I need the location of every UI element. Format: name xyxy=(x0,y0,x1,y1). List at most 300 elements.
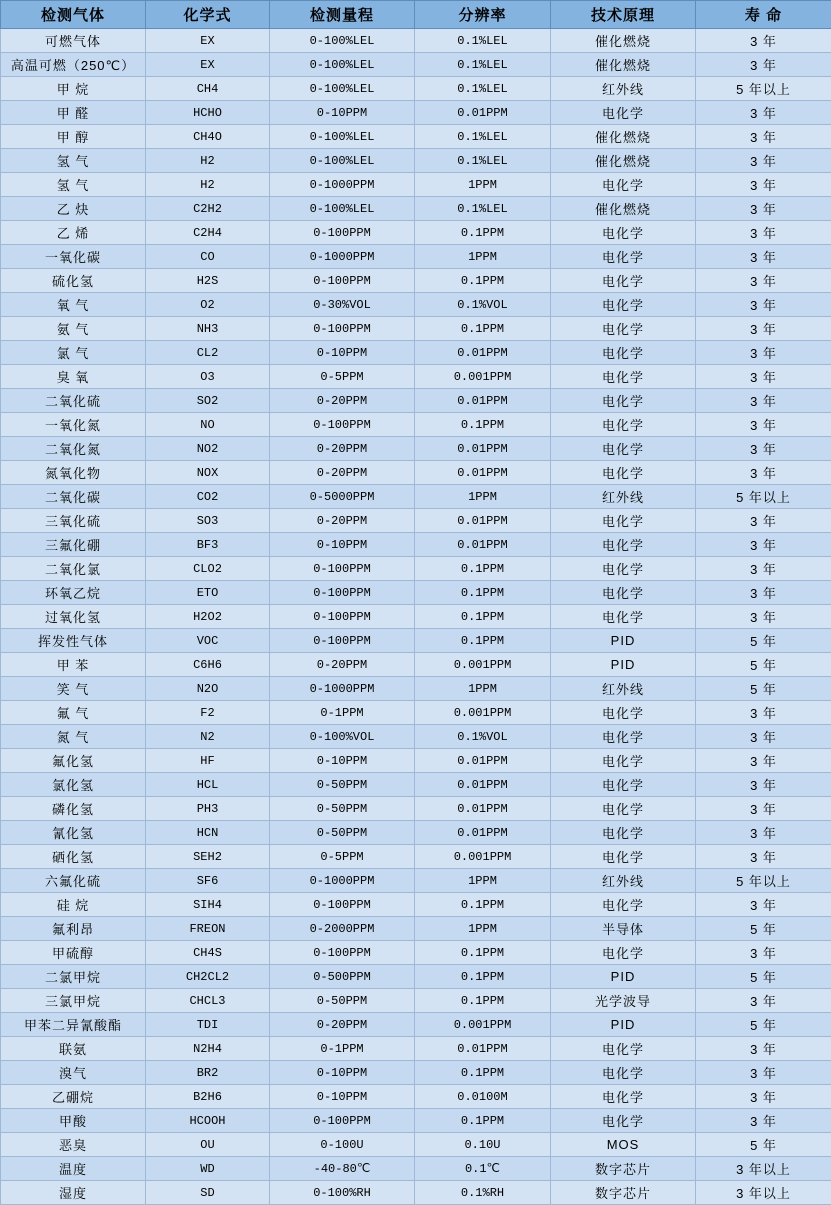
cell-formula: H2O2 xyxy=(146,605,270,629)
cell-resolution: 0.01PPM xyxy=(415,437,551,461)
cell-formula: CH4 xyxy=(146,77,270,101)
cell-formula: WD xyxy=(146,1157,270,1181)
table-row xyxy=(1,749,831,773)
cell-range: 0-50PPM xyxy=(270,797,415,821)
cell-range: 0-1000PPM xyxy=(270,869,415,893)
cell-formula: TDI xyxy=(146,1013,270,1037)
cell-lifetime: 3 年 xyxy=(696,845,831,869)
table-row xyxy=(1,629,831,653)
cell-lifetime: 5 年 xyxy=(696,965,831,989)
cell-gas: 可燃气体 xyxy=(1,29,146,53)
cell-technology: 电化学 xyxy=(551,941,696,965)
cell-range: 0-500PPM xyxy=(270,965,415,989)
cell-gas: 氨 气 xyxy=(1,317,146,341)
cell-range: 0-100U xyxy=(270,1133,415,1157)
cell-range: 0-100PPM xyxy=(270,581,415,605)
cell-lifetime: 3 年 xyxy=(696,341,831,365)
cell-range: 0-10PPM xyxy=(270,1085,415,1109)
cell-technology: 电化学 xyxy=(551,509,696,533)
cell-range: 0-50PPM xyxy=(270,773,415,797)
table-row xyxy=(1,101,831,125)
cell-technology: 催化燃烧 xyxy=(551,197,696,221)
cell-resolution: 0.1%LEL xyxy=(415,77,551,101)
cell-resolution: 1PPM xyxy=(415,485,551,509)
table-row xyxy=(1,413,831,437)
cell-resolution: 0.01PPM xyxy=(415,797,551,821)
cell-lifetime: 3 年 xyxy=(696,1085,831,1109)
table-row xyxy=(1,437,831,461)
cell-technology: 电化学 xyxy=(551,893,696,917)
table-row xyxy=(1,149,831,173)
cell-range: 0-5PPM xyxy=(270,845,415,869)
cell-resolution: 0.1PPM xyxy=(415,605,551,629)
table-row xyxy=(1,797,831,821)
cell-technology: 电化学 xyxy=(551,725,696,749)
cell-range: 0-10PPM xyxy=(270,749,415,773)
cell-range: 0-100PPM xyxy=(270,1109,415,1133)
cell-lifetime: 3 年以上 xyxy=(696,1181,831,1205)
cell-resolution: 0.1%RH xyxy=(415,1181,551,1205)
cell-range: 0-1PPM xyxy=(270,1037,415,1061)
cell-technology: PID xyxy=(551,653,696,677)
cell-technology: PID xyxy=(551,1013,696,1037)
cell-range: 0-100PPM xyxy=(270,941,415,965)
table-row xyxy=(1,245,831,269)
cell-gas: 乙 烯 xyxy=(1,221,146,245)
cell-technology: 电化学 xyxy=(551,173,696,197)
cell-formula: O2 xyxy=(146,293,270,317)
table-row xyxy=(1,581,831,605)
cell-gas: 甲硫醇 xyxy=(1,941,146,965)
cell-resolution: 0.10U xyxy=(415,1133,551,1157)
cell-range: 0-100PPM xyxy=(270,221,415,245)
table-row xyxy=(1,725,831,749)
cell-gas: 甲 醛 xyxy=(1,101,146,125)
cell-formula: HF xyxy=(146,749,270,773)
cell-gas: 六氟化硫 xyxy=(1,869,146,893)
cell-gas: 氢 气 xyxy=(1,149,146,173)
cell-range: 0-100PPM xyxy=(270,605,415,629)
cell-resolution: 0.0100M xyxy=(415,1085,551,1109)
cell-formula: HCOOH xyxy=(146,1109,270,1133)
cell-range: 0-100PPM xyxy=(270,317,415,341)
cell-formula: NO2 xyxy=(146,437,270,461)
cell-technology: 电化学 xyxy=(551,605,696,629)
cell-lifetime: 3 年 xyxy=(696,509,831,533)
table-row xyxy=(1,1013,831,1037)
cell-gas: 二氧化碳 xyxy=(1,485,146,509)
cell-formula: EX xyxy=(146,53,270,77)
cell-gas: 甲苯二异氰酸酯 xyxy=(1,1013,146,1037)
cell-formula: CH2CL2 xyxy=(146,965,270,989)
cell-lifetime: 3 年以上 xyxy=(696,1157,831,1181)
cell-technology: 电化学 xyxy=(551,293,696,317)
cell-lifetime: 3 年 xyxy=(696,413,831,437)
cell-lifetime: 3 年 xyxy=(696,221,831,245)
cell-gas: 三氟化硼 xyxy=(1,533,146,557)
cell-technology: 数字芯片 xyxy=(551,1181,696,1205)
cell-formula: H2S xyxy=(146,269,270,293)
table-row xyxy=(1,1181,831,1205)
cell-gas: 三氯甲烷 xyxy=(1,989,146,1013)
cell-formula: CH4S xyxy=(146,941,270,965)
cell-resolution: 0.1PPM xyxy=(415,557,551,581)
table-row xyxy=(1,317,831,341)
cell-formula: SD xyxy=(146,1181,270,1205)
cell-technology: 电化学 xyxy=(551,437,696,461)
cell-gas: 硒化氢 xyxy=(1,845,146,869)
cell-technology: MOS xyxy=(551,1133,696,1157)
cell-technology: 催化燃烧 xyxy=(551,149,696,173)
cell-formula: FREON xyxy=(146,917,270,941)
cell-resolution: 0.1PPM xyxy=(415,941,551,965)
cell-resolution: 0.1%LEL xyxy=(415,53,551,77)
cell-range: 0-1000PPM xyxy=(270,677,415,701)
table-header xyxy=(1,1,831,29)
cell-resolution: 0.1PPM xyxy=(415,269,551,293)
cell-range: 0-100%VOL xyxy=(270,725,415,749)
cell-range: 0-1000PPM xyxy=(270,245,415,269)
cell-resolution: 1PPM xyxy=(415,245,551,269)
cell-gas: 联氨 xyxy=(1,1037,146,1061)
table-row xyxy=(1,965,831,989)
cell-lifetime: 3 年 xyxy=(696,149,831,173)
cell-resolution: 0.1PPM xyxy=(415,413,551,437)
cell-formula: CHCL3 xyxy=(146,989,270,1013)
cell-lifetime: 3 年 xyxy=(696,389,831,413)
cell-lifetime: 3 年 xyxy=(696,557,831,581)
cell-lifetime: 3 年 xyxy=(696,533,831,557)
cell-formula: BR2 xyxy=(146,1061,270,1085)
cell-gas: 硫化氢 xyxy=(1,269,146,293)
table-row xyxy=(1,701,831,725)
cell-resolution: 0.1PPM xyxy=(415,1061,551,1085)
cell-range: 0-1000PPM xyxy=(270,173,415,197)
cell-formula: BF3 xyxy=(146,533,270,557)
cell-lifetime: 5 年 xyxy=(696,1133,831,1157)
cell-resolution: 1PPM xyxy=(415,869,551,893)
cell-formula: B2H6 xyxy=(146,1085,270,1109)
cell-range: 0-20PPM xyxy=(270,509,415,533)
cell-gas: 氮氧化物 xyxy=(1,461,146,485)
cell-range: 0-100%LEL xyxy=(270,197,415,221)
cell-gas: 二氯甲烷 xyxy=(1,965,146,989)
cell-resolution: 0.001PPM xyxy=(415,845,551,869)
cell-formula: SIH4 xyxy=(146,893,270,917)
table-row xyxy=(1,269,831,293)
cell-formula: SO2 xyxy=(146,389,270,413)
cell-resolution: 0.1PPM xyxy=(415,317,551,341)
cell-formula: SEH2 xyxy=(146,845,270,869)
cell-formula: C6H6 xyxy=(146,653,270,677)
cell-lifetime: 3 年 xyxy=(696,797,831,821)
table-row xyxy=(1,1085,831,1109)
cell-technology: 电化学 xyxy=(551,773,696,797)
cell-gas: 高温可燃（250℃） xyxy=(1,53,146,77)
cell-resolution: 0.1%VOL xyxy=(415,293,551,317)
cell-gas: 硅 烷 xyxy=(1,893,146,917)
cell-technology: 半导体 xyxy=(551,917,696,941)
table-row xyxy=(1,509,831,533)
cell-gas: 氟 气 xyxy=(1,701,146,725)
cell-lifetime: 5 年 xyxy=(696,629,831,653)
cell-lifetime: 3 年 xyxy=(696,1061,831,1085)
cell-gas: 氧 气 xyxy=(1,293,146,317)
cell-technology: 催化燃烧 xyxy=(551,125,696,149)
cell-resolution: 0.01PPM xyxy=(415,1037,551,1061)
cell-resolution: 0.01PPM xyxy=(415,101,551,125)
table-row xyxy=(1,941,831,965)
table-row xyxy=(1,653,831,677)
cell-range: 0-20PPM xyxy=(270,653,415,677)
table-row xyxy=(1,557,831,581)
table-row xyxy=(1,461,831,485)
cell-formula: CLO2 xyxy=(146,557,270,581)
cell-lifetime: 3 年 xyxy=(696,245,831,269)
cell-lifetime: 3 年 xyxy=(696,365,831,389)
cell-resolution: 0.01PPM xyxy=(415,533,551,557)
cell-technology: 电化学 xyxy=(551,533,696,557)
cell-lifetime: 3 年 xyxy=(696,941,831,965)
cell-lifetime: 3 年 xyxy=(696,605,831,629)
cell-technology: 催化燃烧 xyxy=(551,53,696,77)
cell-technology: 光学波导 xyxy=(551,989,696,1013)
cell-resolution: 0.1PPM xyxy=(415,581,551,605)
cell-formula: PH3 xyxy=(146,797,270,821)
table-row xyxy=(1,677,831,701)
table-row xyxy=(1,53,831,77)
table-row xyxy=(1,845,831,869)
cell-gas: 氯 气 xyxy=(1,341,146,365)
cell-lifetime: 3 年 xyxy=(696,173,831,197)
cell-lifetime: 3 年 xyxy=(696,29,831,53)
cell-technology: 电化学 xyxy=(551,1109,696,1133)
cell-gas: 氟利昂 xyxy=(1,917,146,941)
cell-formula: CL2 xyxy=(146,341,270,365)
cell-gas: 二氧化硫 xyxy=(1,389,146,413)
cell-range: 0-100%LEL xyxy=(270,53,415,77)
cell-technology: 电化学 xyxy=(551,101,696,125)
cell-gas: 笑 气 xyxy=(1,677,146,701)
cell-range: 0-20PPM xyxy=(270,389,415,413)
cell-resolution: 0.01PPM xyxy=(415,341,551,365)
table-row xyxy=(1,821,831,845)
table-row xyxy=(1,485,831,509)
cell-gas: 氯化氢 xyxy=(1,773,146,797)
cell-gas: 恶臭 xyxy=(1,1133,146,1157)
cell-resolution: 0.01PPM xyxy=(415,749,551,773)
cell-resolution: 0.1PPM xyxy=(415,989,551,1013)
cell-resolution: 0.01PPM xyxy=(415,389,551,413)
cell-gas: 磷化氢 xyxy=(1,797,146,821)
cell-formula: CO2 xyxy=(146,485,270,509)
table-row xyxy=(1,1133,831,1157)
cell-technology: 电化学 xyxy=(551,797,696,821)
cell-formula: SO3 xyxy=(146,509,270,533)
cell-technology: 电化学 xyxy=(551,821,696,845)
cell-gas: 三氧化硫 xyxy=(1,509,146,533)
cell-gas: 一氧化氮 xyxy=(1,413,146,437)
cell-gas: 一氧化碳 xyxy=(1,245,146,269)
table-row xyxy=(1,533,831,557)
cell-technology: 电化学 xyxy=(551,317,696,341)
cell-resolution: 1PPM xyxy=(415,677,551,701)
cell-resolution: 0.01PPM xyxy=(415,773,551,797)
cell-range: 0-5000PPM xyxy=(270,485,415,509)
cell-range: 0-100PPM xyxy=(270,413,415,437)
table-row xyxy=(1,917,831,941)
cell-lifetime: 5 年 xyxy=(696,677,831,701)
cell-resolution: 0.1%LEL xyxy=(415,29,551,53)
cell-gas: 氢 气 xyxy=(1,173,146,197)
cell-formula: N2 xyxy=(146,725,270,749)
cell-lifetime: 3 年 xyxy=(696,581,831,605)
cell-resolution: 1PPM xyxy=(415,917,551,941)
cell-gas: 氟化氢 xyxy=(1,749,146,773)
cell-technology: 电化学 xyxy=(551,701,696,725)
cell-lifetime: 5 年 xyxy=(696,1013,831,1037)
cell-range: 0-100%LEL xyxy=(270,29,415,53)
cell-lifetime: 5 年 xyxy=(696,917,831,941)
cell-range: -40-80℃ xyxy=(270,1157,415,1181)
cell-gas: 湿度 xyxy=(1,1181,146,1205)
cell-formula: F2 xyxy=(146,701,270,725)
cell-resolution: 0.1℃ xyxy=(415,1157,551,1181)
header-cell-lifetime: 寿 命 xyxy=(696,1,831,29)
cell-lifetime: 5 年以上 xyxy=(696,485,831,509)
cell-range: 0-5PPM xyxy=(270,365,415,389)
cell-range: 0-10PPM xyxy=(270,1061,415,1085)
cell-range: 0-100%RH xyxy=(270,1181,415,1205)
cell-technology: PID xyxy=(551,629,696,653)
header-cell-range: 检测量程 xyxy=(270,1,415,29)
cell-lifetime: 3 年 xyxy=(696,125,831,149)
cell-range: 0-100PPM xyxy=(270,557,415,581)
cell-formula: NOX xyxy=(146,461,270,485)
cell-resolution: 0.1%LEL xyxy=(415,125,551,149)
cell-lifetime: 3 年 xyxy=(696,101,831,125)
cell-resolution: 0.01PPM xyxy=(415,821,551,845)
cell-resolution: 0.1PPM xyxy=(415,221,551,245)
table-row xyxy=(1,605,831,629)
cell-formula: HCN xyxy=(146,821,270,845)
cell-lifetime: 3 年 xyxy=(696,317,831,341)
cell-gas: 温度 xyxy=(1,1157,146,1181)
cell-formula: HCHO xyxy=(146,101,270,125)
cell-range: 0-100%LEL xyxy=(270,125,415,149)
cell-gas: 氰化氢 xyxy=(1,821,146,845)
cell-technology: 电化学 xyxy=(551,749,696,773)
table-row xyxy=(1,221,831,245)
cell-range: 0-100%LEL xyxy=(270,149,415,173)
cell-technology: 电化学 xyxy=(551,557,696,581)
cell-resolution: 0.1PPM xyxy=(415,629,551,653)
cell-formula: H2 xyxy=(146,149,270,173)
cell-resolution: 0.1PPM xyxy=(415,1109,551,1133)
cell-technology: 红外线 xyxy=(551,677,696,701)
cell-lifetime: 3 年 xyxy=(696,893,831,917)
header-cell-gas: 检测气体 xyxy=(1,1,146,29)
table-row xyxy=(1,77,831,101)
table-row xyxy=(1,1157,831,1181)
cell-technology: 电化学 xyxy=(551,389,696,413)
cell-gas: 二氧化氯 xyxy=(1,557,146,581)
cell-gas: 氮 气 xyxy=(1,725,146,749)
cell-resolution: 0.1PPM xyxy=(415,893,551,917)
cell-gas: 甲 醇 xyxy=(1,125,146,149)
table-row xyxy=(1,989,831,1013)
cell-technology: 数字芯片 xyxy=(551,1157,696,1181)
cell-range: 0-1PPM xyxy=(270,701,415,725)
cell-range: 0-10PPM xyxy=(270,533,415,557)
table-row xyxy=(1,125,831,149)
cell-formula: ETO xyxy=(146,581,270,605)
cell-gas: 乙硼烷 xyxy=(1,1085,146,1109)
cell-formula: N2H4 xyxy=(146,1037,270,1061)
cell-technology: 红外线 xyxy=(551,869,696,893)
cell-range: 0-20PPM xyxy=(270,437,415,461)
table-row xyxy=(1,869,831,893)
cell-formula: H2 xyxy=(146,173,270,197)
cell-technology: 电化学 xyxy=(551,1085,696,1109)
cell-formula: VOC xyxy=(146,629,270,653)
cell-resolution: 0.1%VOL xyxy=(415,725,551,749)
header-row xyxy=(1,1,831,29)
cell-lifetime: 3 年 xyxy=(696,701,831,725)
cell-lifetime: 3 年 xyxy=(696,989,831,1013)
cell-technology: 电化学 xyxy=(551,341,696,365)
cell-gas: 甲酸 xyxy=(1,1109,146,1133)
cell-gas: 溴气 xyxy=(1,1061,146,1085)
cell-gas: 乙 炔 xyxy=(1,197,146,221)
cell-technology: 电化学 xyxy=(551,269,696,293)
cell-technology: 红外线 xyxy=(551,77,696,101)
cell-gas: 过氧化氢 xyxy=(1,605,146,629)
cell-resolution: 0.01PPM xyxy=(415,509,551,533)
table-row xyxy=(1,1061,831,1085)
cell-range: 0-2000PPM xyxy=(270,917,415,941)
table-row xyxy=(1,365,831,389)
cell-resolution: 0.001PPM xyxy=(415,701,551,725)
cell-technology: 电化学 xyxy=(551,461,696,485)
cell-resolution: 0.001PPM xyxy=(415,365,551,389)
table-body xyxy=(1,29,831,1205)
table-row xyxy=(1,1109,831,1133)
table-row xyxy=(1,773,831,797)
cell-resolution: 0.1PPM xyxy=(415,965,551,989)
cell-lifetime: 3 年 xyxy=(696,1037,831,1061)
table-row xyxy=(1,293,831,317)
cell-formula: NH3 xyxy=(146,317,270,341)
table-row xyxy=(1,173,831,197)
cell-resolution: 1PPM xyxy=(415,173,551,197)
cell-gas: 二氧化氮 xyxy=(1,437,146,461)
cell-gas: 甲 烷 xyxy=(1,77,146,101)
cell-range: 0-50PPM xyxy=(270,821,415,845)
table-row xyxy=(1,197,831,221)
cell-range: 0-100PPM xyxy=(270,893,415,917)
cell-lifetime: 3 年 xyxy=(696,749,831,773)
cell-technology: 电化学 xyxy=(551,845,696,869)
table-row xyxy=(1,29,831,53)
cell-range: 0-30%VOL xyxy=(270,293,415,317)
cell-lifetime: 3 年 xyxy=(696,437,831,461)
cell-resolution: 0.1%LEL xyxy=(415,197,551,221)
cell-formula: N2O xyxy=(146,677,270,701)
cell-lifetime: 3 年 xyxy=(696,725,831,749)
cell-gas: 甲 苯 xyxy=(1,653,146,677)
cell-technology: 红外线 xyxy=(551,485,696,509)
